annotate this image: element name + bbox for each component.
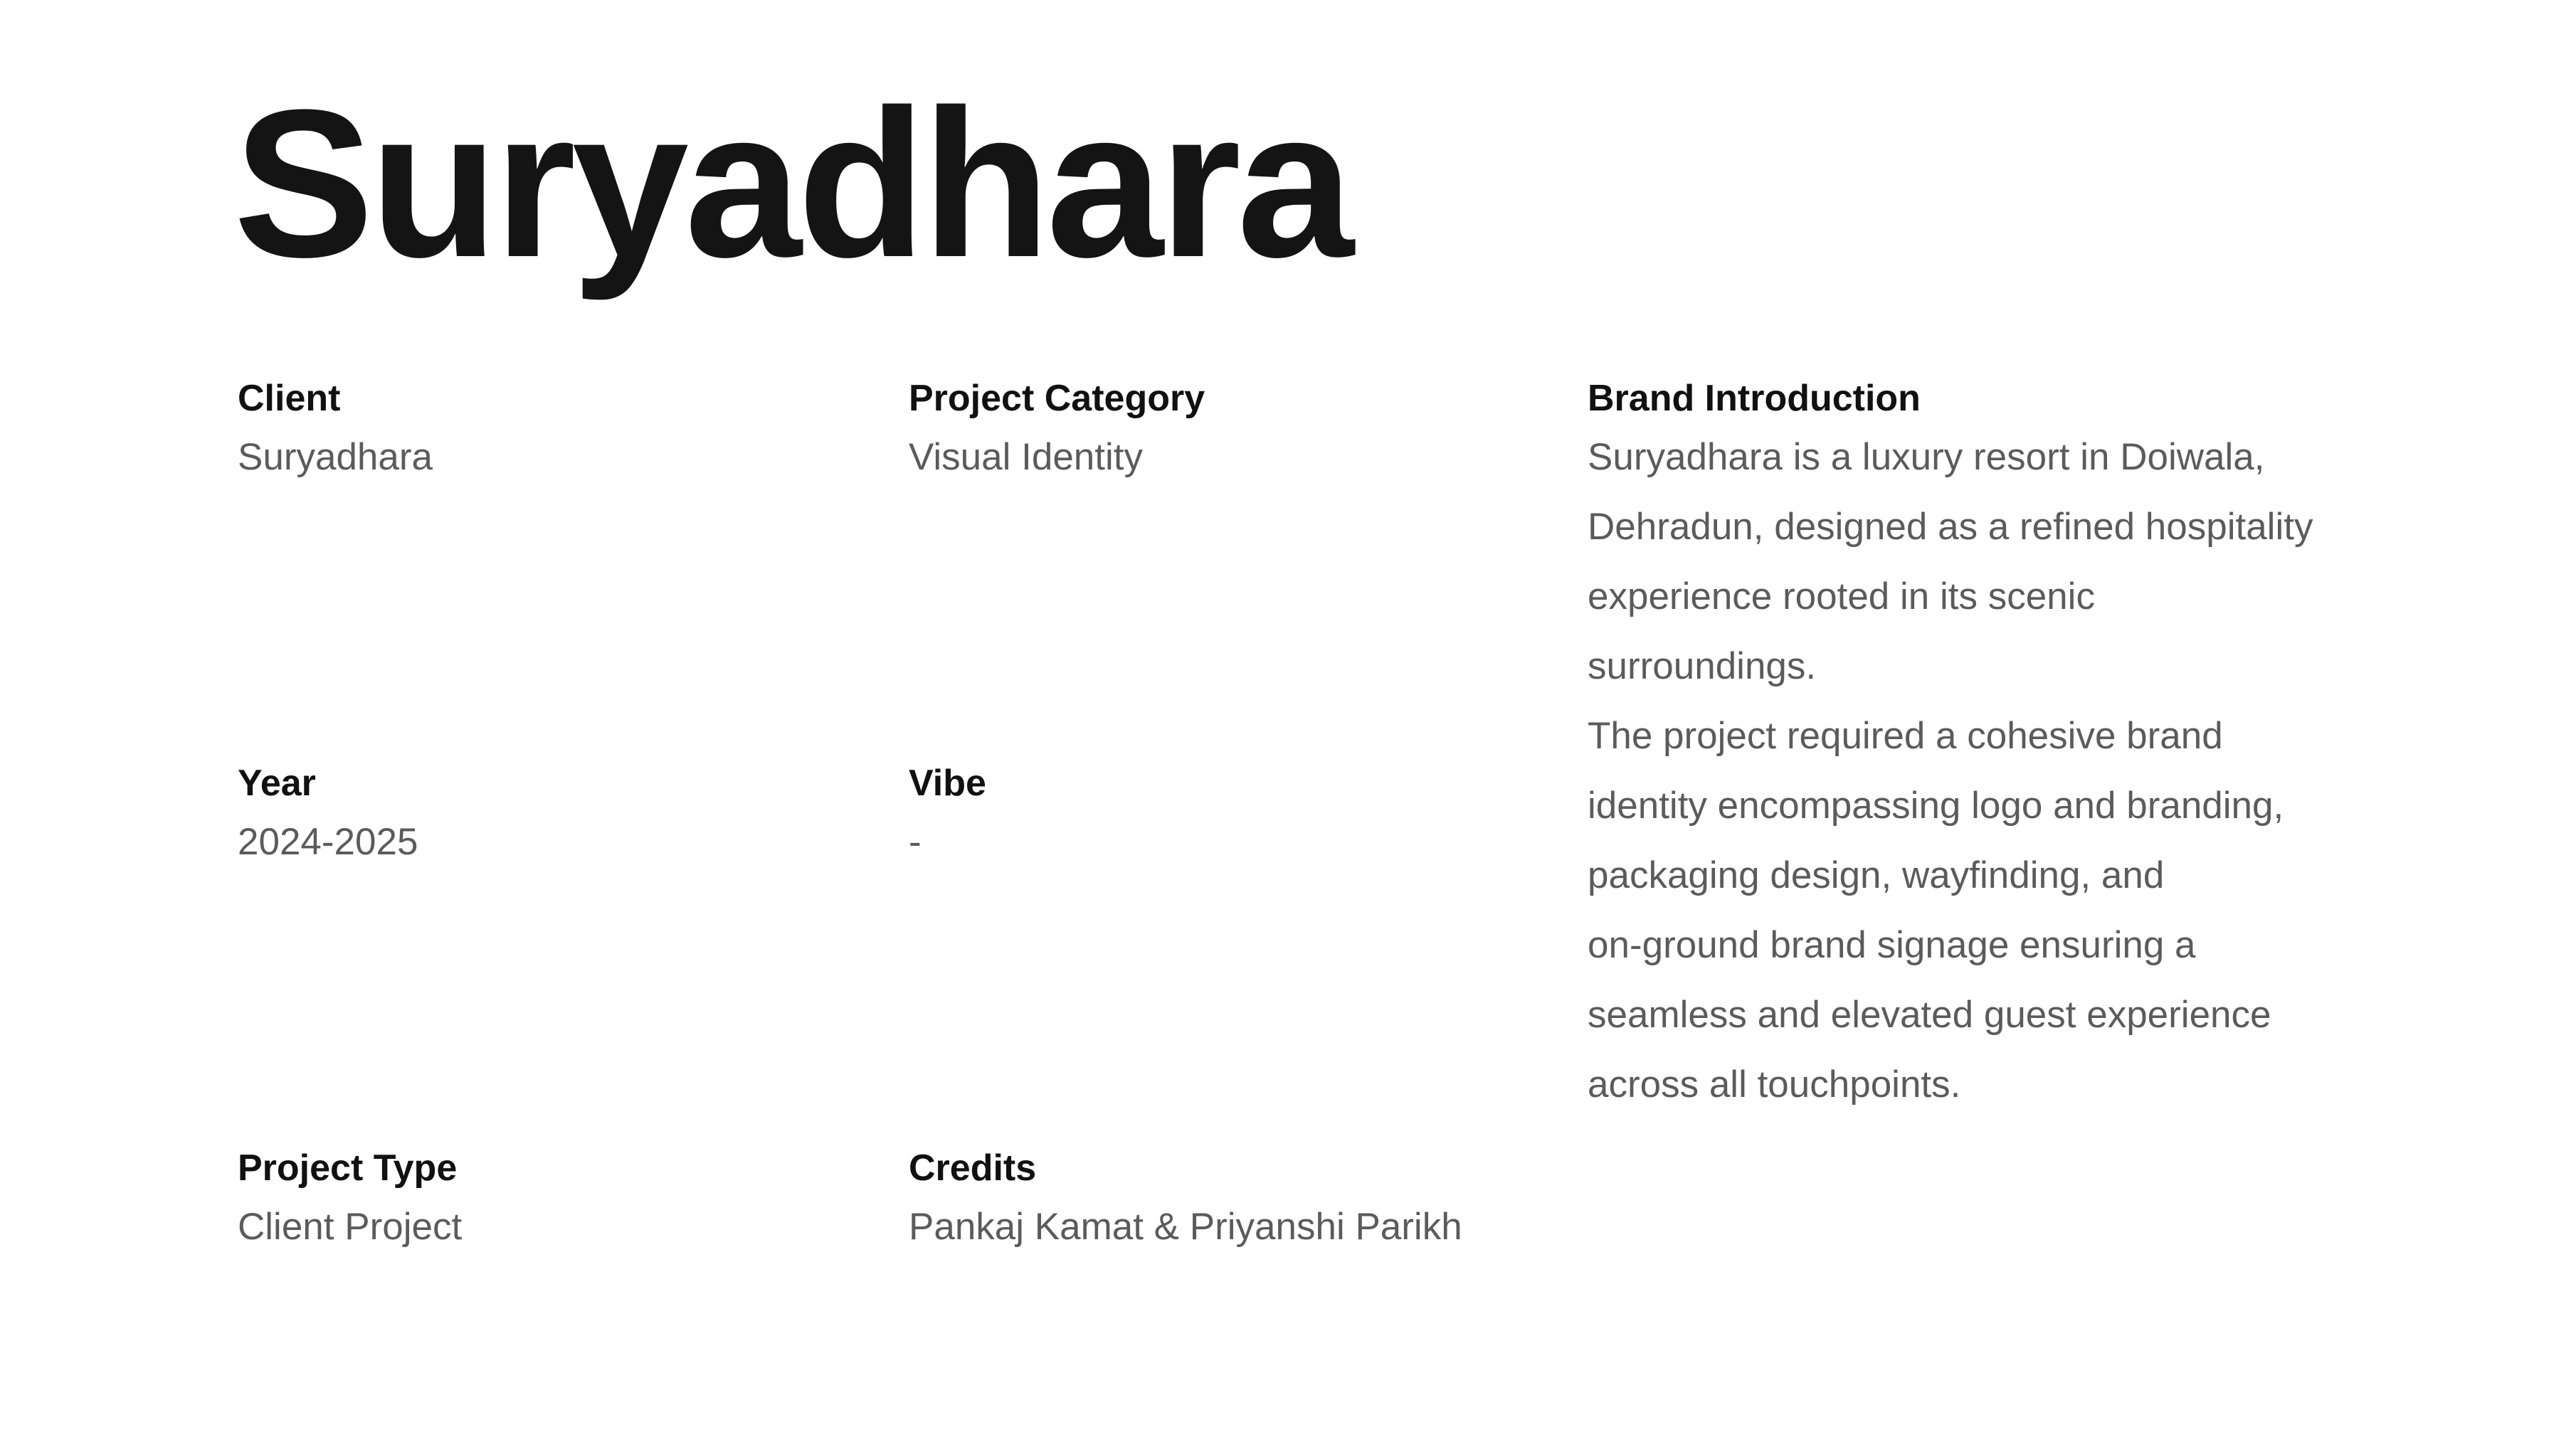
text-line: seamless and elevated guest experience	[1588, 994, 2271, 1036]
page-title: Suryadhara	[233, 65, 1350, 301]
project-type-field	[238, 1147, 462, 1248]
text-line: Suryadhara is a luxury resort in Doiwala,	[1588, 436, 2265, 478]
text-line: on-ground brand signage ensuring a	[1588, 924, 2196, 966]
text-line: The project required a cohesive brand	[1588, 715, 2223, 757]
client-field	[238, 377, 433, 479]
brand-introduction-paragraph	[1588, 701, 2313, 1120]
project-category-value: Visual Identity	[909, 436, 1143, 478]
brand-introduction-section	[1588, 377, 2313, 1120]
text-line: Dehradun, designed as a refined hospitality	[1588, 506, 2313, 548]
credits-label: Credits	[909, 1147, 1037, 1189]
text-line: identity encompassing logo and branding,	[1588, 785, 2284, 827]
vibe-value: -	[909, 821, 922, 863]
year-value: 2024-2025	[238, 821, 418, 863]
year-field	[238, 762, 418, 864]
client-label: Client	[238, 378, 341, 419]
client-value: Suryadhara	[238, 436, 433, 478]
credits-value: Pankaj Kamat & Priyanshi Parikh	[909, 1206, 1462, 1248]
brand-introduction-paragraph	[1588, 423, 2313, 701]
project-type-value: Client Project	[238, 1206, 463, 1248]
year-label: Year	[238, 763, 316, 804]
text-line: across all touchpoints.	[1588, 1064, 1961, 1105]
project-category-field	[909, 377, 1205, 479]
vibe-field	[909, 762, 986, 864]
project-category-label: Project Category	[909, 378, 1205, 419]
brand-introduction-text	[1588, 423, 2313, 1120]
text-line: surroundings.	[1588, 645, 1817, 687]
brand-introduction-label: Brand Introduction	[1588, 378, 1921, 419]
text-line: packaging design, wayfinding, and	[1588, 854, 2165, 896]
credits-field	[909, 1147, 1462, 1248]
vibe-label: Vibe	[909, 763, 986, 804]
text-line: experience rooted in its scenic	[1588, 576, 2095, 617]
project-type-label: Project Type	[238, 1147, 458, 1189]
